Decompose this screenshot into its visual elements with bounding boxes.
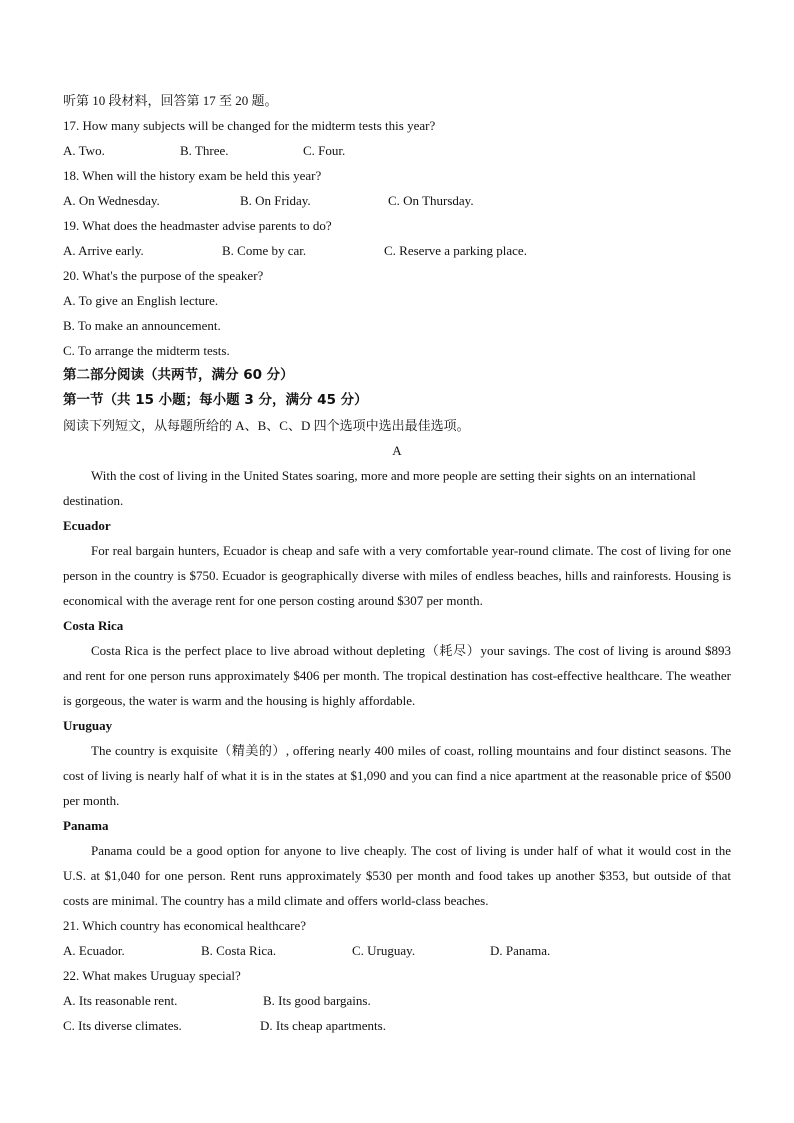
options-19: [63, 238, 731, 263]
question-21: 21. Which country has economical healthcare?: [63, 918, 307, 933]
option-20-a: A. To give an English lecture.: [63, 293, 219, 308]
option-20-b: B. To make an announcement.: [63, 318, 221, 333]
paragraph-panama: Panama could be a good option for anyone to live cheaply. The cost of living is under half of what it would cost in the U.S. at $1,040 for one person. Rent runs approximately $530 per month and food takes up another $353, but outside of that costs are minimal. The country has a mild climate and offers world-class beaches.: [63, 843, 731, 908]
options-21: [63, 938, 731, 963]
heading-panama: Panama: [63, 818, 109, 833]
option-18-c: C. On Thursday.: [388, 193, 474, 208]
heading-uruguay: Uruguay: [63, 718, 113, 733]
options-22-cd: [63, 1013, 731, 1038]
option-19-b: B. Come by car.: [222, 243, 307, 258]
question-22: 22. What makes Uruguay special?: [63, 968, 241, 983]
question-19: 19. What does the headmaster advise parents to do?: [63, 218, 332, 233]
option-19-c: C. Reserve a parking place.: [384, 243, 527, 258]
option-21-a: A. Ecuador.: [63, 943, 125, 958]
question-20: 20. What's the purpose of the speaker?: [63, 268, 264, 283]
reading-instruction: 阅读下列短文，从每题所给的 A、B、C、D 四个选项中选出最佳选项。: [63, 418, 470, 433]
question-18: 18. When will the history exam be held this year?: [63, 168, 322, 183]
option-19-a: A. Arrive early.: [63, 243, 144, 258]
heading-costa-rica: Costa Rica: [63, 618, 124, 633]
option-21-b: B. Costa Rica.: [201, 943, 277, 958]
section1-title: 第一节（共 15 小题；每小题 3 分，满分 45 分）: [63, 392, 368, 408]
heading-ecuador: Ecuador: [63, 518, 111, 533]
options-22-ab: [63, 988, 731, 1013]
passage-label: A: [392, 443, 402, 458]
listening-intro: 听第 10 段材料，回答第 17 至 20 题。: [63, 93, 278, 108]
option-17-b: B. Three.: [180, 143, 229, 158]
exam-page: [63, 88, 731, 1038]
paragraph-ecuador: For real bargain hunters, Ecuador is cheap and safe with a very comfortable year-round climate. The cost of living for one person in the country is $750. Ecuador is geographically diverse with miles of endless beaches, hills and rainforests. Housing is economical with the average rent for one person costing around $307 per month.: [63, 543, 731, 608]
option-21-c: C. Uruguay.: [352, 943, 416, 958]
option-17-c: C. Four.: [303, 143, 346, 158]
option-22-c: C. Its diverse climates.: [63, 1018, 182, 1033]
option-21-d: D. Panama.: [490, 943, 551, 958]
option-22-a: A. Its reasonable rent.: [63, 993, 178, 1008]
question-17: 17. How many subjects will be changed for the midterm tests this year?: [63, 118, 436, 133]
paragraph-costa-rica: Costa Rica is the perfect place to live abroad without depleting（耗尽）your savings. The cost of living is around $893 and rent for one person runs approximately $406 per month. The tropical destination has cost-effective healthcare. The weather is gorgeous, the water is warm and the housing is highly affordable.: [63, 643, 731, 708]
option-22-d: D. Its cheap apartments.: [260, 1018, 386, 1033]
options-18: [63, 188, 731, 213]
passage-intro: With the cost of living in the United States soaring, more and more people are setting their sights on an international destination.: [63, 468, 696, 508]
option-17-a: A. Two.: [63, 143, 105, 158]
option-22-b: B. Its good bargains.: [263, 993, 371, 1008]
option-18-b: B. On Friday.: [240, 193, 311, 208]
paragraph-uruguay: The country is exquisite（精美的）, offering nearly 400 miles of coast, rolling mountains and four distinct seasons. The cost of living is nearly half of what it is in the states at $1,090 and you can find a nice apartment at the reasonable price of $500 per month.: [63, 743, 731, 808]
options-17: [63, 138, 731, 163]
option-20-c: C. To arrange the midterm tests.: [63, 343, 230, 358]
option-18-a: A. On Wednesday.: [63, 193, 160, 208]
part2-title: 第二部分阅读（共两节，满分 60 分）: [63, 367, 294, 383]
